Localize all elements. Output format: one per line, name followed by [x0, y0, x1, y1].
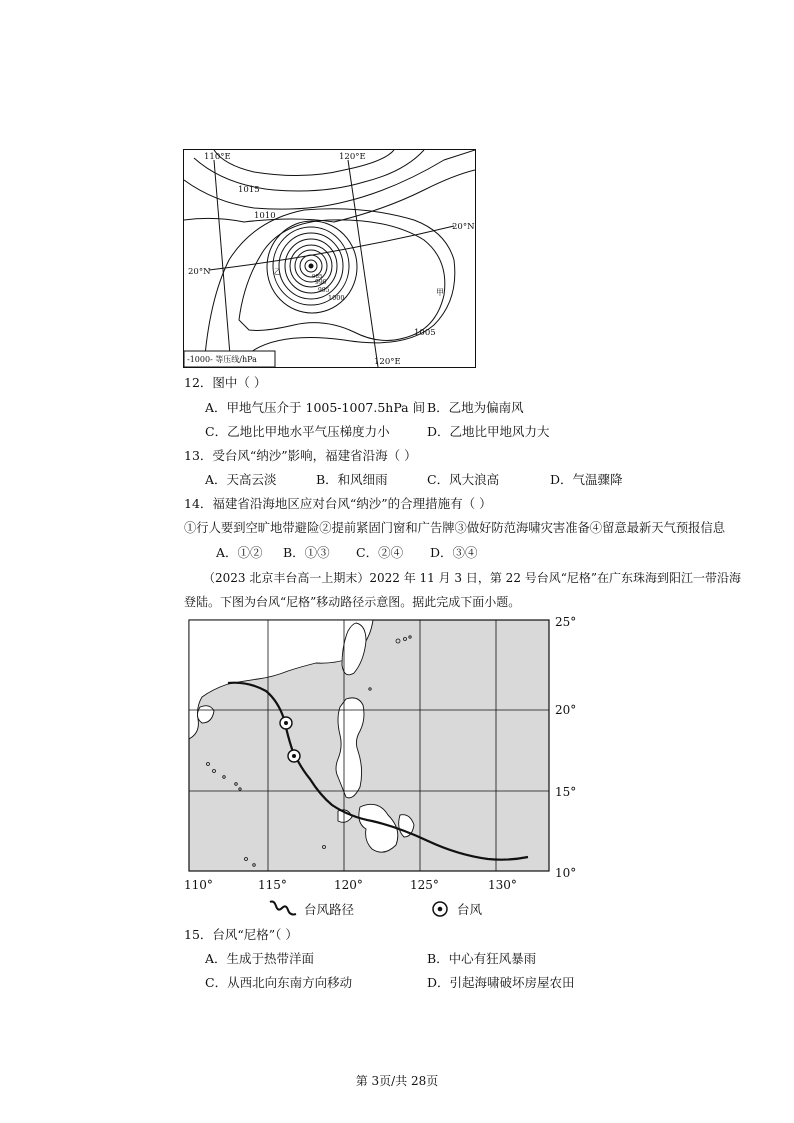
isobar-outer-1: [214, 150, 394, 176]
y-label-10: 10°: [555, 866, 577, 880]
q14-option-d[interactable]: D．③④: [430, 545, 478, 560]
label-jia: 甲: [436, 288, 444, 297]
label-1015: 1015: [238, 185, 260, 195]
typhoon-path-legend-icon: [268, 898, 298, 918]
y-label-20: 20°: [555, 703, 577, 717]
legend-isobar: -1000- 等压线/hPa: [187, 355, 257, 364]
q12-option-b[interactable]: B．乙地为偏南风: [427, 400, 524, 415]
q12-option-c[interactable]: C．乙地比甲地水平气压梯度力小: [205, 424, 390, 439]
isobar-map-svg: [184, 150, 475, 367]
y-label-25: 25°: [555, 615, 577, 629]
q13-stem: 13．受台风“纳沙”影响，福建省沿海（ ）: [184, 448, 417, 463]
q13-option-a[interactable]: A．天高云淡: [205, 472, 277, 487]
x-label-120: 120°: [334, 878, 363, 892]
label-995: 995: [318, 287, 330, 294]
label-110e-top: 110°E: [204, 152, 231, 162]
q12-stem: 12．图中（ ）: [184, 375, 267, 390]
typhoon-symbol-2: [288, 750, 300, 762]
label-1005: 1005: [414, 328, 436, 338]
q15-option-d[interactable]: D．引起海啸破坏房屋农田: [427, 975, 575, 990]
q12-option-d[interactable]: D．乙地比甲地风力大: [427, 424, 550, 439]
page-footer: 第 3页/共 28页: [355, 1074, 439, 1088]
typhoon-symbol-1: [280, 717, 292, 729]
q15-option-a[interactable]: A．生成于热带洋面: [205, 951, 315, 966]
x-label-110: 110°: [184, 878, 213, 892]
isobar-1005: [239, 220, 445, 341]
label-yi: 乙: [274, 268, 281, 276]
legend-typhoon: 台风: [457, 902, 483, 917]
q14-items: ①行人要到空旷地带避险②提前紧固门窗和广告牌③做好防范海啸灾害准备④留意最新天气预报信息: [184, 521, 726, 535]
label-1010: 1010: [254, 211, 276, 221]
isobar-map: [183, 149, 476, 368]
q15-option-c[interactable]: C．从西北向东南方向移动: [205, 975, 353, 990]
isobar-outer-3: [184, 170, 475, 222]
q14-option-b[interactable]: B．①③: [283, 545, 330, 560]
q15-stem: 15．台风“尼格”（ ）: [184, 927, 298, 942]
meridian-110: [214, 160, 231, 367]
label-990: 990: [315, 279, 327, 286]
label-1000: 1000: [328, 294, 345, 302]
label-120e-top: 120°E: [339, 152, 366, 162]
x-label-130: 130°: [488, 878, 517, 892]
intro-line-1: （2023 北京丰台高一上期末）2022 年 11 月 3 日，第 22 号台风“尼格”在广东珠海到阳江一带沿海: [203, 571, 742, 585]
typhoon-path-map: [188, 619, 550, 872]
typhoon-legend-icon: [430, 899, 450, 919]
q13-option-b[interactable]: B．和风细雨: [316, 472, 388, 487]
q14-option-a[interactable]: A．①②: [216, 545, 263, 560]
q14-option-c[interactable]: C．②④: [356, 545, 404, 560]
label-20n-right: 20°N: [452, 222, 475, 232]
label-20n-left: 20°N: [188, 267, 211, 277]
q15-option-b[interactable]: B．中心有狂风暴雨: [427, 951, 537, 966]
legend-typhoon-path: 台风路径: [304, 902, 355, 917]
q14-stem: 14．福建省沿海地区应对台风“纳沙”的合理措施有（ ）: [184, 496, 492, 511]
x-label-125: 125°: [410, 878, 439, 892]
q13-option-d[interactable]: D．气温骤降: [550, 472, 623, 487]
label-120e-bottom: 120°E: [374, 357, 401, 367]
typhoon-eye: [309, 264, 314, 269]
typhoon-path-map-svg: [188, 619, 550, 872]
q13-option-c[interactable]: C．风大浪高: [427, 472, 500, 487]
q12-option-a[interactable]: A．甲地气压介于 1005-1007.5hPa 间: [205, 400, 426, 415]
y-label-15: 15°: [555, 785, 577, 799]
intro-line-2: 登陆。下图为台风“尼格”移动路径示意图。据此完成下面小题。: [184, 595, 521, 609]
x-label-115: 115°: [258, 878, 287, 892]
label-985: 985: [312, 274, 323, 280]
